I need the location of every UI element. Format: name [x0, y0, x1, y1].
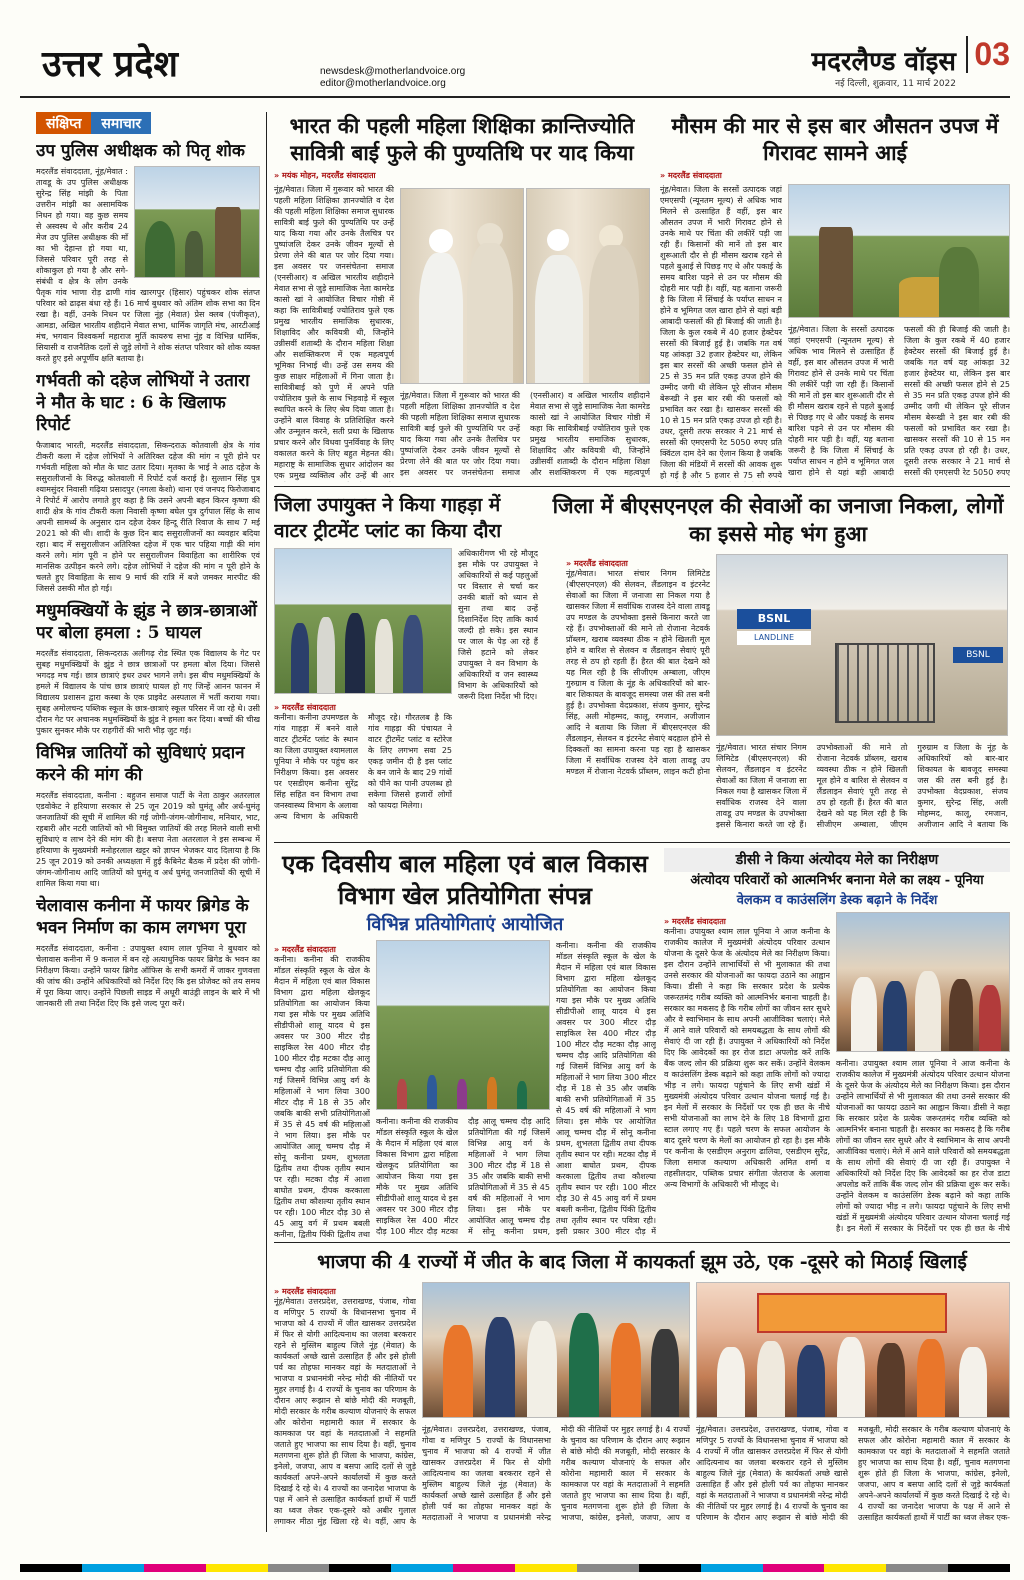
article-antyodaya — [664, 848, 1010, 1238]
brief-5-body: मदरलैंड संवाददाता, कनीना : उपायुक्त श्याम लाल पूनिया ने बुधवार को चेलावास कनीना में 9 कनाल में बन रहे अत्याधुनिक फायर ब्रिगेड के भवन का निरीक्षण किया। उन्होंने फायर ब्रिगेड ऑफिस के सभी कमरों में जाकर गुणवत्ता की जांच की। उन्होंने अधिकारियों को निर्देश दिए कि इस प्रोजेक्ट को तय समय में पूरा किया जाए। उन्होंने पिछली साइड में अधूरी बाउंड्री लाइन के बारे में भी जानकारी ली तथा निर्देश दिए कि इसे जल्द पूरा करें। — [36, 944, 260, 1008]
article-bjp-headline: भाजपा की 4 राज्यों में जीत के बाद जिला में कायकर्ता झूम उठे, एक -दूसरे को मिठाई खिलाई — [317, 1251, 967, 1273]
brief-4-headline: विभिन्न जातियों को सुविधाएं प्रदान करने की मांग की — [36, 743, 245, 785]
article-savitribai — [274, 112, 650, 482]
article-savitribai-body-cont: नूंह/मेवात। जिला में गुरूवार को भारत की पहली महिला शिक्षिका ज्ञानज्योति व देश की पहली महिला शिक्षिका समाज सुधारक सावित्री बाई फुले की पुण्यतिथि पर उन्हें याद किया गया और उनके तैलचित्र पर पुष्पांजलि देकर उनके जीवन मूल्यों से प्रेरणा लेने की बात पर जोर दिया गया। इस अवसर पर जनसंचेतना समाज (एनसीआर) व अखिल भारतीय शहीदाने मेवात सभा से जुड़े सामाजिक नेता कामरेड कासो खां ने आयोजित विचार गोष्ठी में कहा कि सावित्रीबाई ज्योतिराव फुले एक प्रमुख भारतीय समाजिक सुधारक, शिक्षाविद और कवियत्री थी, जिन्होंने उन्नीसवीं शताब्दी के दौरान महिला शिक्षा और सशक्तिकरण में एक महत्वपूर्ण — [400, 391, 650, 477]
article-sports-body-right: कनीना। कनीना की राजकीय मॉडल संस्कृति स्कूल के खेल के मैदान में महिला एवं बाल विकास विभाग द्वारा महिला खेलकूद प्रतियोगिता का आयोजन किया गया इस मौके पर मुख्य अतिथि सीडीपीओ शालू यादव थे इस अवसर पर 300 मीटर दौड़ साइकिल रेस 400 मीटर दौड़ 100 मीटर दौड़ मटका दौड़ आलू चम्मच दौड़ आदि प्रतियोगिता की गई जिसमें विभिन्न आयु वर्ग के महिलाओं ने भाग लिया 300 मीटर दौड़ में 18 से 35 और जबकि बाकी सभी प्रतियोगिताओं में 35 से 45 वर्ष की महिलाओं ने भाग लिया। इस मौके पर आयोजित आलू चम्मच दौड़ में सोनू कनीना प्रथम, शुभलता द्वितीय तथा दीपक तृतीय स्थान पर रही। मटका दौड़ में आशा बाघोत प्रथम, दीपक करकाला द्वितीय तथा कौशल्या तृतीय स्थान पर रही। 100 मीटर दौड़ 30 से 45 आयु वर्ग में प्रथम बबली कनीना, द्वितीय पिंकी द्वितीय तथा तृतीय स्थान पर पवित्रा रही। इसी प्रकार 300 मीटर दौड़ में — [556, 941, 656, 1236]
brief-1-headline: उप पुलिस अधीक्षक को पितृ शोक — [36, 141, 245, 161]
article-mustard — [660, 112, 1010, 482]
article-water-plant-side: अधिकारीगण भी रहे मौजूद इस मौके पर उपायुक्त ने अधिकारियों से कई पहलुओं पर विस्तार से चर्चा कर उनकी बातों को ध्यान से सुना तथा बाद उन्हें दिशानिर्देश दिए ताकि कार्य जल्दी हो सके। इस स्थान पर जाल के पेड़ आ रहे हैं जिसे हटाने को लेकर उपायुक्त ने वन विभाग के अधिकारियों व जन स्वास्थ्य विभाग के अधिकारियों को जरूरी दिशा निर्देश भी दिए। — [458, 549, 538, 701]
article-savitribai-headline: भारत की पहली महिला शिक्षिका क्रान्तिज्योति सावित्री बाई फुले की पुण्यतिथि पर याद किया — [289, 113, 635, 165]
brief-3-headline: मधुमक्खियों के झुंड ने छात्र-छात्राओं पर बोला हमला : 5 घायल — [36, 601, 257, 643]
article-water-plant-photo — [274, 548, 452, 694]
article-sports-subtitle: विभिन्न प्रतियोगिताएं आयोजित — [366, 914, 564, 935]
brief-3-body: मदरलैंड संवाददाता, सिकन्दराऊ अलीगढ़ रोड स्थित एक विद्यालय के गेट पर सुबह मधुमक्खियों के झुंड ने छात्र छात्राओं पर हमला बोल दिया। जिससे भगदड़ मच गई। छात्र छात्राएं इधर उधर भागने लगे। इस बीच मधुमक्खियों के हमले में विद्यालय के पांच छात्र छात्राएं घायल हो गए जिन्हें आनन फानन में विद्यालय प्रशासन द्वारा कस्बा के एक प्राइवेट अस्पताल में भर्ती कराया गया। सुबह अमोलचन्द पब्लिक स्कूल के छात्र-छात्राएं स्कूल परिसर में जा रहे थे। उसी दौरान गेट पर अचानक मधुमक्खियों के झुंड ने हमला कर दिया। बच्चों की चीख पुकार सुनकर मौके पर राहगीरों की भारी भीड़ जुट गई। — [36, 649, 260, 735]
article-antyodaya-subtitle: वेलकम व काउंसलिंग डेस्क बढ़ाने के निर्देश — [736, 893, 938, 908]
article-sports-body-cont: कनीना। कनीना की राजकीय मॉडल संस्कृति स्कूल के खेल के मैदान में महिला एवं बाल विकास विभाग द्वारा महिला खेलकूद प्रतियोगिता का आयोजन किया गया इस मौके पर मुख्य अतिथि सीडीपीओ शालू यादव थे इस अवसर पर 300 मीटर दौड़ साइकिल रेस 400 मीटर दौड़ 100 मीटर दौड़ मटका दौड़ आलू चम्मच दौड़ आदि प्रतियोगिता की गई जिसमें विभिन्न आयु वर्ग के महिलाओं ने भाग लिया 300 मीटर दौड़ में 18 से 35 और जबकि बाकी सभी प्रतियोगिताओं में 35 से 45 वर्ष की महिलाओं ने भाग लिया। इस मौके पर आयोजित आलू चम्मच दौड़ में सोनू कनीना प्रथम, — [376, 1117, 550, 1236]
article-sports-byline: » मदरलैंड संवाददाता — [274, 945, 336, 954]
article-bjp-photo-1 — [422, 1282, 690, 1418]
page-number: 03 — [966, 36, 1010, 73]
article-savitribai-photo-1 — [400, 188, 524, 384]
bsnl-sign-2: BSNL — [953, 647, 1003, 663]
bsnl-sign: BSNL — [737, 609, 811, 629]
article-bjp — [274, 1248, 1010, 1534]
kicker-sankshipt: संक्षिप्त — [36, 112, 91, 134]
article-bsnl-photo — [716, 554, 1008, 736]
brief-5-headline: चेलावास कनीना में फायर ब्रिगेड के भवन निर्माण का काम लगभग पूरा — [36, 896, 249, 938]
article-bsnl-byline: » मदरलैंड संवाददाता — [566, 559, 628, 568]
brief-2-body: फैजाबाद भारती, मदरलैंड संवाददाता, सिकन्दराऊ कोतवाली क्षेत्र के गांव टीकरी कला में दहेज लोभियों ने अतिरिक्त दहेज की मांग न पूरी होने पर गर्भवती महिला को मौत के घाट उतार दिया। मृतका के भाई ने आठ दहेज के ससुरालीजनों के विरुद्ध कोतवाली में रिपोर्ट दर्ज कराई है। सुल्तान सिंह पुत्र श्यामसुंदर निवासी गढ़िया प्रसादपुर (नगला केशो) थाना एवं जनपद फिरोजाबाद ने रिपोर्ट में आरोप लगाते हुए कहा है कि उसने अपनी बहन किरन कृष्णा की शादी क्षेत्र के गांव टीकरी कला निवासी कृष्णा बघेल पुत्र दुर्गपाल सिंह के साथ अपनी सामर्थ्य के अनुसार दान दहेज देकर हिन्दू रीति रिवाज के साथ 7 मई 2021 को की थी। शादी के कुछ दिन बाद ससुरालीजनों का व्यवहार बदिया रहा। बाद में ससुरालीजन अतिरिक्त दहेज में एक चार पहिया गाड़ी की मांग करने लगे। मांग पूरी न होने पर ससुरालीजन विवाहिता का शारीरिक एवं मानसिक उत्पीड़न करने लगे। दहेज लोभियों ने दहेज की मांग न पूरी होने के चलते हुए विवाहिता के साथ 9 मार्च की रात्रि में बजे जमकर मारपीट की जिससे उसकी मौत हो गई। — [36, 441, 260, 593]
article-water-plant — [274, 492, 538, 837]
landline-sign: LANDLINE — [737, 631, 811, 645]
article-bjp-byline: » मदरलैंड संवाददाता — [274, 1287, 336, 1296]
article-antyodaya-body: कनीना। उपायुक्त श्याम लाल पूनिया ने आज कनीना के राजकीय कालेज में मुख्यमंत्री अंत्योदय परिवार उत्थान योजना के दूसरे फेज के अंत्योदय मेले का निरीक्षण किया। इस दौरान उन्होंने लाभार्थियों से भी मुलाकात की तथा उनसे सरकार की योजनाओं का फायदा उठाने का आह्वान किया। डीसी ने कहा कि सरकार प्रदेश के प्रत्येक जरूरतमंद गरीब व्यक्ति को आत्मनिर्भर बनाना चाहती है। सरकार का मकसद है कि गरीब लोगों का जीवन स्तर सुधरे और वे स्वाभिमान के साथ अपनी आजीविका चलाएं। मेले में आने वाले परिवारों को समयबद्धता के साथ लोगों की सेवाएं दी जा रही हैं। उपायुक्त ने अधिकारियों को निर्देश दिए कि आवेदकों का हर रोज डाटा अपलोड करें ताकि बैंक जल्द लोन की प्रक्रिया शुरू कर सकें। उन्होंने वेलकम व काउंसलिंग डेस्क बढ़ाने को कहा ताकि लोगों को ज्यादा भीड़ न लगे। फायदा पहुंचाने के लिए सभी खंडों में मुख्यमंत्री अंत्योदय परिवार उत्थान योजना चलाई गई है। इन मेलों में सरकार के निर्देशों पर एक ही छत के नीचे सभी योजनाओं का लाभ देने के लिए 18 विभागों द्वारा स्टाल लगाए गए हैं। पहले चरण के सफल आयोजन के बाद दूसरे चरण के मेलों का आयोजन हो रहा है। इस मौके पर कनीना के एसडीएम अनुराग ढालिया, एसडीएम सुरेंद्र, जिला समाज कल्याण अधिकारी अमित शर्मा व तहसीलदार, पब्लिक प्रचार संगीता जेतराज के अलावा अन्य विभागों के अधिकारी भी मौजूद थे। — [664, 927, 830, 1189]
article-bjp-body-mid: नूंह/मेवात। उत्तरप्रदेश, उत्तराखण्ड, पंजाब, गोवा व मणिपुर 5 राज्यों के विधानसभा चुनाव में भाजपा को 4 राज्यों में जीत खासकर उत्तरप्रदेश में फिर से योगी आदित्यनाथ का जलवा बरकरार रहने से मुस्लिम बाहुल्य जिले नूंह (मेवात) के कार्यकर्ता अच्छे खासे उत्साहित हैं और इसे होली पर्व का तोहफा मानकर वहां के मतदाताओं ने भाजपा व प्रधानमंत्री नरेन्द्र मोदी की नीतियों पर मुहर लगाई है। 4 राज्यों के चुनाव का परिणाम के दौरान आए रूझान से बांछे मोदी की मजबूती, मोदी सरकार के गरीब कल्याण योजनाएं के सफल और कोरोना महामारी काल में सरकार के कामकाज पर वहां के मतदाताओं ने सहमति जताते हुए भाजपा का साथ दिया है। वहीं, चुनाव मतगणना शुरू होते ही जिला के भाजपा, कांग्रेस, इनेलो, जजपा, आप व — [422, 1425, 690, 1522]
brief-1-body: मदरलैंड संवाददाता, नूंह/मेवात : तावडू के उप पुलिस अधीक्षक सुरेन्द्र सिंह मांझी के पिता उत्तरीन मांझी का असामयिक निधन हो गया। वह कुछ समय से अस्वस्थ थे और करीब 24 मेज उप पुलिस अधीक्षक की माँ का भी देहान्त हो गया था, जिससे परिवार पूरी तरह से शोकाकुल हो गया है और सगे-संबंधी व क्षेत्र के लोग उनके पैतृक गांव भाणा रोड़ ढाणी गांव खारगपुर (हिसार) पहुंचकर शोक संतप्त परिवार को ढाढ़स बंधा रहे हैं। 16 मार्च बुधवार को अंतिम शोक सभा का दिन रखा है। वहीं, उनके निधन पर जिला नूंह (मेवात) प्रेस क्लब (पंजीकृत), आमडा, अखिल भारतीय शहीदाने मेवात सभा, धार्मिक जागृति मंच, आरटीआई मंच, भगवान विश्वकर्मा महाराज मुर्ति कायरुच सभा नूंह व विभिन्न धार्मिक, सियासी व राजनैतिक दलों से जुड़े लोगों ने शोक संतप्त परिवार को शोक व्यक्त करते हुए इसे अपूर्णीय क्षति बताया है। — [36, 167, 260, 363]
gate-icon — [835, 643, 935, 723]
article-antyodaya-photo — [836, 912, 1010, 1052]
article-antyodaya-body-cont: कनीना। उपायुक्त श्याम लाल पूनिया ने आज कनीना के राजकीय कालेज में मुख्यमंत्री अंत्योदय परिवार उत्थान योजना के दूसरे फेज के अंत्योदय मेले का निरीक्षण किया। इस दौरान उन्होंने लाभार्थियों से भी मुलाकात की तथा उनसे सरकार की योजनाओं का फायदा उठाने का आह्वान किया। डीसी ने कहा कि सरकार प्रदेश के प्रत्येक जरूरतमंद गरीब व्यक्ति को आत्मनिर्भर बनाना चाहती है। सरकार का मकसद है कि गरीब लोगों का जीवन स्तर सुधरे और वे स्वाभिमान के साथ अपनी आजीविका चलाएं। मेले में आने वाले परिवारों को समयबद्धता के साथ लोगों की सेवाएं दी जा रही हैं। उपायुक्त ने अधिकारियों को निर्देश दिए कि आवेदकों का हर रोज डाटा अपलोड करें ताकि बैंक जल्द लोन की प्रक्रिया शुरू कर सकें। उन्होंने वेलकम व काउंसलिंग डेस्क बढ़ाने को कहा ताकि लोगों को ज्यादा भीड़ न लगे। फायदा पहुंचाने के लिए सभी खंडों में मुख्यमंत्री अंत्योदय परिवार उत्थान योजना चलाई गई है। इन मेलों में सरकार के निर्देशों पर एक ही छत के नीचे — [836, 1059, 1010, 1232]
article-antyodaya-headline-2: अंत्योदय परिवारों को आत्मनिर्भर बनाना मेले का लक्ष्य - पूनिया — [690, 873, 984, 888]
brief-2-headline: गर्भवती को दहेज लोभियों ने उतारा ने मौत के घाट : 6 के खिलाफ रिपोर्ट — [36, 371, 250, 435]
article-sports-body: कनीना। कनीना की राजकीय मॉडल संस्कृति स्कूल के खेल के मैदान में महिला एवं बाल विकास विभाग द्वारा महिला खेलकूद प्रतियोगिता का आयोजन किया गया इस मौके पर मुख्य अतिथि सीडीपीओ शालू यादव थे इस अवसर पर 300 मीटर दौड़ साइकिल रेस 400 मीटर दौड़ 100 मीटर दौड़ मटका दौड़ आलू चम्मच दौड़ आदि प्रतियोगिता की गई जिसमें विभिन्न आयु वर्ग के महिलाओं ने भाग लिया 300 मीटर दौड़ में 18 से 35 और जबकि बाकी सभी प्रतियोगिताओं में 35 से 45 वर्ष की महिलाओं ने भाग लिया। इस मौके पर आयोजित आलू चम्मच दौड़ में सोनू कनीना प्रथम, शुभलता द्वितीय तथा दीपक तृतीय स्थान पर रही। मटका दौड़ में आशा बाघोत प्रथम, दीपक करकाला द्वितीय तथा कौशल्या तृतीय स्थान पर रही। 100 मीटर दौड़ 30 से 45 आयु वर्ग में प्रथम बबली कनीना, द्वितीय पिंकी द्वितीय तथा — [274, 955, 370, 1238]
article-mustard-byline: » मदरलैंड संवाददाता — [660, 171, 722, 180]
article-bsnl-body: नूंह/मेवात। भारत संचार निगम लिमिटेड (बीएसएनएल) की सेलवन, लैंडलाइन व इंटरनेट सेवाओं का जिला में जनाजा सा निकल गया है खासकर जिला में सर्वाधिक राजस्व देने वाला तावडू उप मण्डल के उपभोक्ता इससे किनारा करते जा रहे हैं। उपभोक्ताओं की माने तो रोजाना नेटवर्क प्रॉब्लम, खराब व्यवस्था ठीक न होने खिलती मूल होने व बारिश से सेलवन व लैंडलाइन सेवाएं पूरी तरह से ठप हो रहती हैं। हैरत की बात देखने को यह मिल रही है कि सीजीएम अम्बाला, जीएम गुरुग्राम व जिला के नूंह के अधिकारियों को बार-बार शिकायत के बावजूद समस्या जस की तस बनी हुई है। उपभोक्ता वेदप्रकाश, संजय कुमार, सुरेन्द्र सिंह, अली मोहम्मद, कालू, रमजान, अजीजान आदि ने बताया कि जिला में बीएसएनएल की लैंडलाइन, सेलवन व इंटरनेट सेवाएं बदहाल होने से दिक्कतों का सामना करना पड़ रहा है खासकर जिला में सर्वाधिक राजस्व देने वाला तावडू उप मण्डल में रोजाना नेटवर्क प्रॉब्लम, लाइन कटी होना — [566, 569, 710, 776]
party-banner-icon — [757, 1293, 947, 1333]
kicker-samachar: समाचार — [91, 112, 151, 134]
article-bsnl-headline: जिला में बीएसएनएल की सेवाओं का जनाजा निकला, लोगों का इससे मोह भंग हुआ — [552, 493, 1004, 546]
article-savitribai-byline: » मयंक मोहन, मदरलैंड संवाददाता — [274, 171, 376, 180]
article-water-plant-byline: » मदरलैंड संवाददाता — [274, 703, 336, 712]
article-mustard-headline: मौसम की मार से इस बार औसतन उपज में गिरावट सामने आई — [671, 113, 999, 165]
article-mustard-photo — [788, 184, 1010, 318]
article-bsnl-body-cont: नूंह/मेवात। भारत संचार निगम लिमिटेड (बीएसएनएल) की सेलवन, लैंडलाइन व इंटरनेट सेवाओं का जिला में जनाजा सा निकल गया है खासकर जिला में सर्वाधिक राजस्व देने वाला तावडू उप मण्डल के उपभोक्ता इससे किनारा करते जा रहे हैं। उपभोक्ताओं की माने तो रोजाना नेटवर्क प्रॉब्लम, खराब व्यवस्था ठीक न होने खिलती मूल होने व बारिश से सेलवन व लैंडलाइन सेवाएं पूरी तरह से ठप हो रहती हैं। हैरत की बात देखने को यह मिल रही है कि सीजीएम अम्बाला, जीएम गुरुग्राम व जिला के नूंह के अधिकारियों को बार-बार शिकायत के बावजूद समस्या जस की तस बनी हुई है। उपभोक्ता वेदप्रकाश, संजय कुमार, सुरेन्द्र सिंह, अली मोहम्मद, कालू, रमजान, अजीजान आदि ने बताया कि — [716, 743, 1008, 829]
masthead — [20, 28, 1010, 98]
contact-emails — [320, 66, 465, 90]
brief-1 — [36, 166, 260, 364]
brief-4-body: मदरलैंड संवाददाता, कनीना : बहुजन समाज पार्टी के नेता ठाकुर अतरलाल एडवोकेट ने हरियाणा सरकार से 25 जून 2019 को घुमंतू और अर्ध-घुमंतू जनजातियों की सूची में शामिल की गई जोगी-जंगम-जोगीनाथ, मनियार, भाट, रहबारी और नटरी जातियों को भी विमुक्त जातियों की तरह मिलने वाली सभी सुविधाएं व लाभ देने की मांग की है। बसपा नेता अतरलाल ने इस सम्बन्ध में हरियाणा के मुख्यमंत्री मनोहरलाल खट्टर को ज्ञापन भेजकर याद दिलाया है कि 25 जून 2019 को उनकी अध्यक्षता में हुई कैबिनेट बैठक में प्रदेश की जोगी-जंगम-जोगीनाथ आदि जातियों को घुमंतू व अर्ध घुमंतू जनजातियों की सूची में शामिल किया गया था। — [36, 791, 260, 888]
briefs-kicker — [36, 112, 151, 134]
dateline: नई दिल्ली, शुक्रवार, 11 मार्च 2022 — [835, 79, 956, 89]
article-sports-photo — [376, 940, 550, 1110]
article-water-plant-body: कनीना। कनीना उपमण्डल के गांव गाहड़ा में बनने वाले वाटर ट्रीटमेंट प्लांट के स्थान का जिला उपायुक्त श्यामलाल पूनिया ने मौके पर पहुंच कर निरीक्षण किया। इस अवसर पर एसडीएम कनीना सुरेंद्र सिंह सहित वन विभाग तथा जनस्वास्थ्य विभाग के अलावा अन्य विभाग के अधिकारी मौजूद रहे। गौरतलब है कि गांव गाहड़ा की पंचायत ने वाटर ट्रीटमेंट प्लांट व स्टोरेज के लिए लगभग सवा 25 एकड़ जमीन दी है इस प्लांट के बन जाने के बाद 29 गांवों को पीने का पानी उपलब्ध हो सकेगा जिससे हजारों लोगों को फायदा मिलेगा। — [274, 713, 452, 821]
print-color-bar — [20, 1564, 1010, 1572]
article-antyodaya-byline: » मदरलैंड संवाददाता — [664, 917, 726, 926]
article-savitribai-body: नूंह/मेवात। जिला में गुरूवार को भारत की पहली महिला शिक्षिका ज्ञानज्योति व देश की पहली महिला शिक्षिका समाज सुधारक सावित्री बाई फुले की पुण्यतिथि पर उन्हें याद किया गया और उनके तैलचित्र पर पुष्पांजलि देकर उनके जीवन मूल्यों से प्रेरणा लेने की बात पर जोर दिया गया। इस अवसर पर जनसंचेतना समाज (एनसीआर) व अखिल भारतीय शहीदाने मेवात सभा से जुड़े सामाजिक नेता कामरेड कासो खां ने आयोजित विचार गोष्ठी में कहा कि सावित्रीबाई ज्योतिराव फुले एक प्रमुख भारतीय समाजिक सुधारक, शिक्षाविद और कवियत्री थी, जिन्होंने उन्नीसवीं शताब्दी के दौरान महिला शिक्षा और सशक्तिकरण में एक महत्वपूर्ण भूमिका निभाई थी। उन्हें उस समय की कुछ साक्षर महिलाओं में गिना जाता है। सावित्रीबाई को पुणे में अपने पति ज्योतिराव फुले के साथ भिड़वाड़े में स्कूल स्थापित करने के लिए श्रेय दिया जाता है। उन्होंने बाल विवाह के प्रतिशिक्षित करने और उन्मूलन करने, सती प्रथा के खिलाफ प्रचार करने और विधवा पुनर्विवाह के लिए वकालत करने के लिए बहुत मेहनत की। महाराष्ट्र के सामाजिक सुधार आंदोलन का एक प्रमुख व्यक्तित्व और उन्हें बी आर — [274, 185, 394, 480]
newsdesk-email[interactable]: newsdesk@motherlandvoice.org — [320, 66, 466, 77]
article-sports-headline: एक दिवसीय बाल महिला एवं बाल विकास विभाग खेल प्रतियोगिता संपन्न — [282, 849, 648, 910]
briefs-column — [36, 112, 260, 1532]
section-title: उत्तर प्रदेश — [42, 43, 178, 85]
newspaper-brand: मदरलैण्ड वॉइस — [811, 47, 956, 77]
editor-email[interactable]: editor@motherlandvoice.org — [320, 78, 446, 89]
article-savitribai-photo-2 — [526, 188, 650, 384]
article-bsnl — [546, 492, 1010, 837]
article-mustard-body-cont: नूंह/मेवात। जिला के सरसों उत्पादक जहां एमएसपी (न्यूनतम मूल्य) से अधिक भाव मिलने से उत्साहित हैं वहीं, इस बार औसतन उपज में भारी गिरावट होने से उनके माथे पर चिंता की लकीरें पड़ी जा रही हैं। किसानों की मानें तो इस बार शुरूआती दौर से ही मौसम खराब रहने से पहले बुआई से पिछड़ गए थे और पकाई के समय बारिश पड़ने से उन पर मौसम की दोहरी मार पड़ी है। वहीं, यह बताना जरूरी है कि जिला में सिंचाई के पर्याप्त साधन न होने व भूमिगत जल खारा होने से यहां बड़ी आबादी फसलों की ही बिजाई की जाती है। जिला के कुल रकबे में 40 हजार हेक्टेयर सरसों की बिजाई हुई है। जबकि गत वर्ष यह आंकड़ा 32 हजार हेक्टेयर था, लेकिन इस बार सरसों की अच्छी फसल होने से 25 से 35 मन प्रति एकड़ उपज होने की उम्मीद जगी थी लेकिन पूरे सीजन मौसम बेरूखी ने इस बार रबी की फसलों को प्रभावित कर रखा है। खासकर सरसों की 10 से 15 मन प्रति एकड़ उपज हो रही है। उधर, दूसरी तरफ सरकार ने 21 मार्च से सरसों की एमएसपी रेट 5050 रुपए — [788, 325, 1010, 477]
article-bjp-body: नूंह/मेवात। उत्तरप्रदेश, उत्तराखण्ड, पंजाब, गोवा व मणिपुर 5 राज्यों के विधानसभा चुनाव में भाजपा को 4 राज्यों में जीत खासकर उत्तरप्रदेश में फिर से योगी आदित्यनाथ का जलवा बरकरार रहने से मुस्लिम बाहुल्य जिले नूंह (मेवात) के कार्यकर्ता अच्छे खासे उत्साहित हैं और इसे होली पर्व का तोहफा मानकर वहां के मतदाताओं ने भाजपा व प्रधानमंत्री नरेन्द्र मोदी की नीतियों पर मुहर लगाई है। 4 राज्यों के चुनाव का परिणाम के दौरान आए रूझान से बांछे मोदी की मजबूती, मोदी सरकार के गरीब कल्याण योजनाएं के सफल और कोरोना महामारी काल में सरकार के कामकाज पर वहां के मतदाताओं ने सहमति जताते हुए भाजपा का साथ दिया है। वहीं, चुनाव मतगणना शुरू होते ही जिला के भाजपा, कांग्रेस, इनेलो, जजपा, आप व बसपा आदि दलों से जुड़े कार्यकर्ता अपने-अपने कार्यालयों में कुछ करते दिखाई दे रहे थे। 4 राज्यों का जनादेश भाजपा के पक्ष में आने से उत्साहित कार्यकर्ता हाथों में पार्टी का ध्वज लेकर एक-दूसरे को अबीर गुलाल लगाकर मीठा मुंह खिला रहे थे। वहीं, आप के — [274, 1297, 416, 1526]
article-bjp-body-right: नूंह/मेवात। उत्तरप्रदेश, उत्तराखण्ड, पंजाब, गोवा व मणिपुर 5 राज्यों के विधानसभा चुनाव में भाजपा को 4 राज्यों में जीत खासकर उत्तरप्रदेश में फिर से योगी आदित्यनाथ का जलवा बरकरार रहने से मुस्लिम बाहुल्य जिले नूंह (मेवात) के कार्यकर्ता अच्छे खासे उत्साहित हैं और इसे होली पर्व का तोहफा मानकर वहां के मतदाताओं ने भाजपा व प्रधानमंत्री नरेन्द्र मोदी की नीतियों पर मुहर लगाई है। 4 राज्यों के चुनाव का परिणाम के दौरान आए रूझान से बांछे मोदी की मजबूती, मोदी सरकार के गरीब कल्याण योजनाएं के सफल और कोरोना महामारी काल में सरकार के कामकाज पर वहां के मतदाताओं ने सहमति जताते हुए भाजपा का साथ दिया है। वहीं, चुनाव मतगणना शुरू होते ही जिला के भाजपा, कांग्रेस, इनेलो, जजपा, आप व बसपा आदि दलों से जुड़े कार्यकर्ता अपने-अपने कार्यालयों में कुछ करते दिखाई दे रहे थे। 4 राज्यों का जनादेश भाजपा के पक्ष में आने से उत्साहित कार्यकर्ता हाथों में पार्टी का ध्वज लेकर एक- — [696, 1425, 1010, 1522]
brief-1-photo — [134, 166, 260, 278]
article-antyodaya-headline: डीसी ने किया अंत्योदय मेले का निरीक्षण — [664, 848, 1010, 872]
article-bjp-photo-2 — [696, 1282, 1010, 1418]
article-sports — [274, 848, 656, 1238]
article-water-plant-headline: जिला उपायुक्त ने किया गाहड़ा में वाटर ट्रीटमेंट प्लांट का किया दौरा — [274, 494, 502, 542]
article-mustard-body: नूंह/मेवात। जिला के सरसों उत्पादक जहां एमएसपी (न्यूनतम मूल्य) से अधिक भाव मिलने से उत्साहित हैं वहीं, इस बार औसतन उपज में भारी गिरावट होने से उनके माथे पर चिंता की लकीरें पड़ी जा रही हैं। किसानों की मानें तो इस बार शुरूआती दौर से ही मौसम खराब रहने से पहले बुआई से पिछड़ गए थे और पकाई के समय बारिश पड़ने से उन पर मौसम की दोहरी मार पड़ी है। वहीं, यह बताना जरूरी है कि जिला में सिंचाई के पर्याप्त साधन न होने व भूमिगत जल खारा होने से यहां बड़ी आबादी फसलों की ही बिजाई की जाती है। जिला के कुल रकबे में 40 हजार हेक्टेयर सरसों की बिजाई हुई है। जबकि गत वर्ष यह आंकड़ा 32 हजार हेक्टेयर था, लेकिन इस बार सरसों की अच्छी फसल होने से 25 से 35 मन प्रति एकड़ उपज होने की उम्मीद जगी थी लेकिन पूरे सीजन मौसम बेरूखी ने इस बार रबी की फसलों को प्रभावित कर रखा है। खासकर सरसों की 10 से 15 मन प्रति एकड़ उपज हो रही है। उधर, दूसरी तरफ सरकार ने 21 मार्च से सरसों की एमएसपी रेट 5050 रुपए प्रति क्विंटल दाम देने का ऐलान किया है जबकि जिला की मंडियों में सरसों की आवक शुरू हो गई है और 5 हजार से 75 सौ रुपये — [660, 185, 782, 480]
